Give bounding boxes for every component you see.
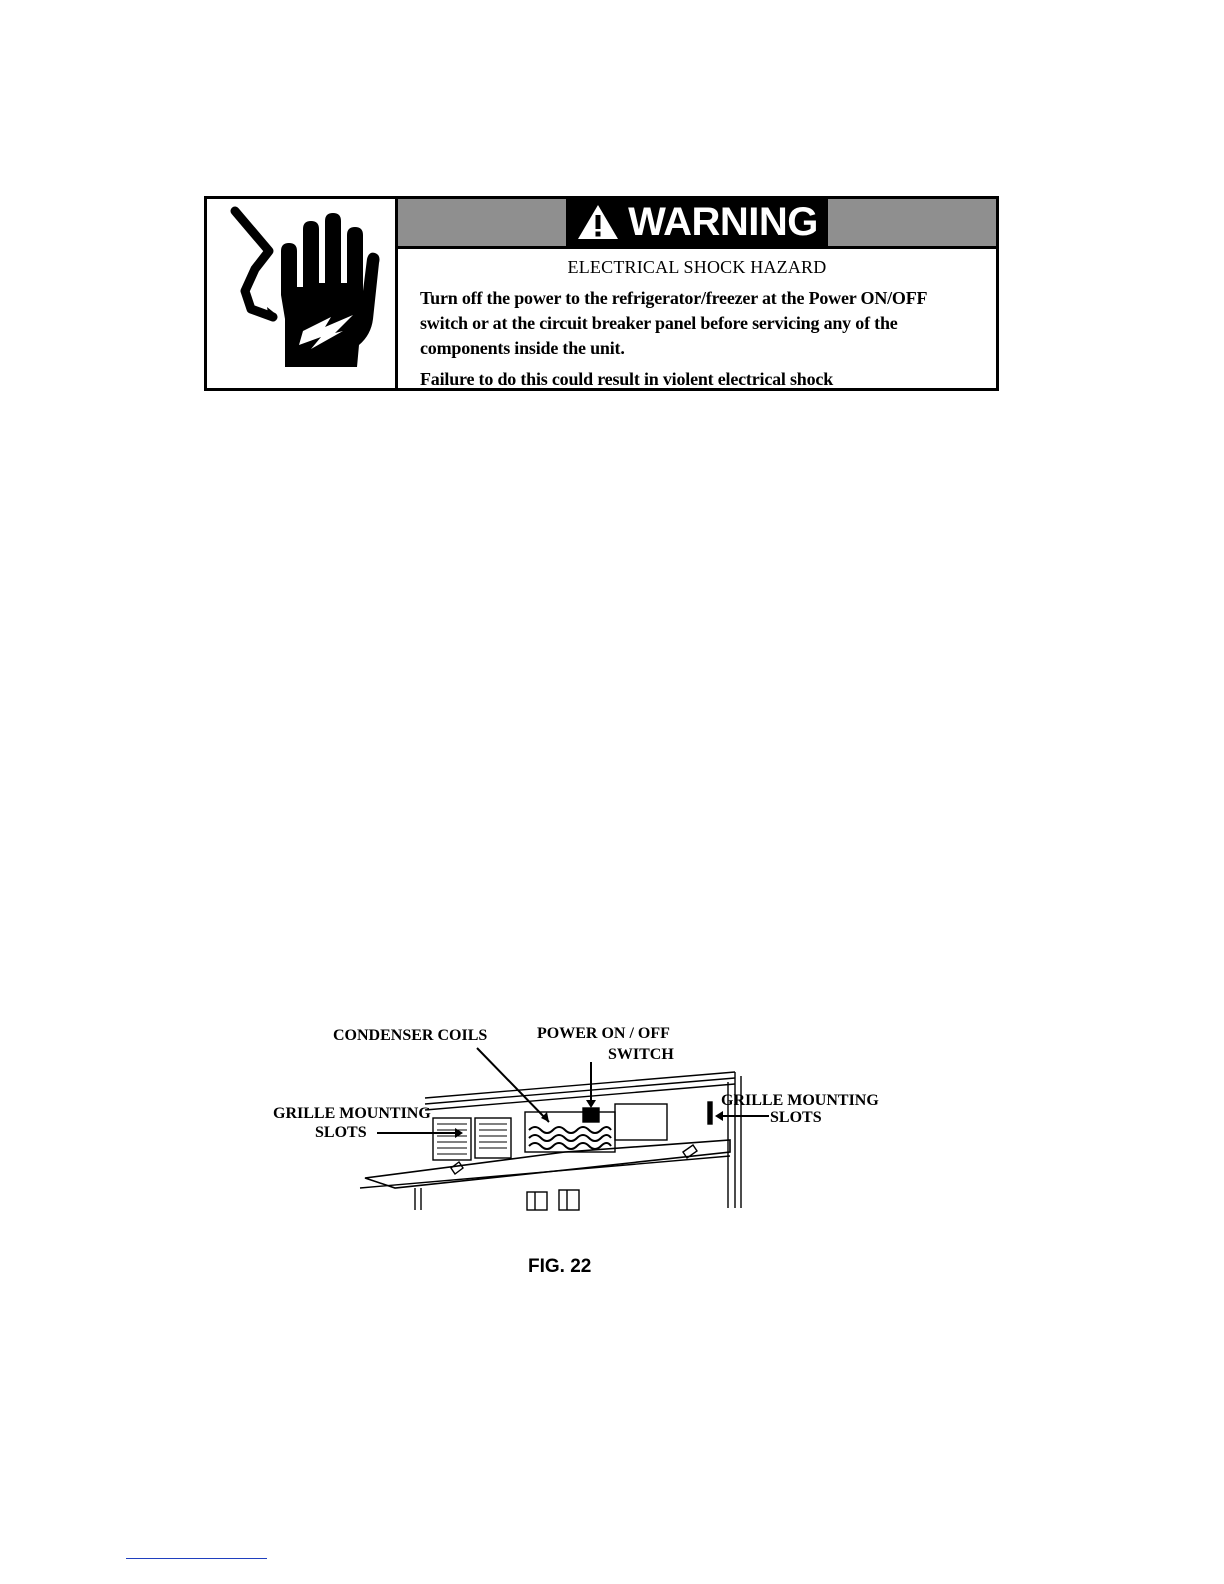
figure-22 xyxy=(265,1020,905,1220)
label-grille-left-line1: GRILLE MOUNTING xyxy=(273,1105,431,1122)
label-condenser-coils: CONDENSER COILS xyxy=(333,1027,488,1044)
label-grille-right-line2: SLOTS xyxy=(770,1109,822,1126)
label-grille-left-line2: SLOTS xyxy=(315,1124,367,1141)
label-power-switch-line1: POWER ON / OFF xyxy=(537,1025,670,1042)
warning-header xyxy=(398,199,996,249)
warning-box xyxy=(204,196,999,391)
warning-triangle-icon xyxy=(576,203,620,241)
label-power-switch-line2: SWITCH xyxy=(608,1046,674,1063)
footer-rule xyxy=(126,1558,267,1559)
label-grille-right-line1: GRILLE MOUNTING xyxy=(721,1092,879,1109)
hazard-title: ELECTRICAL SHOCK HAZARD xyxy=(567,257,827,277)
warning-word: WARNING xyxy=(628,200,818,244)
figure-caption: FIG. 22 xyxy=(528,1256,592,1277)
warning-paragraph: Turn off the power to the refrigerator/freezer at the Power ON/OFF switch or at the circuit breaker panel before servicing any of the components inside the unit. xyxy=(420,288,927,358)
electrical-shock-hand-icon xyxy=(207,199,395,388)
warning-text-panel xyxy=(398,199,996,388)
warning-badge xyxy=(566,198,828,246)
hand-panel xyxy=(207,199,398,388)
warning-paragraph: Failure to do this could result in violent electrical shock xyxy=(420,369,834,389)
warning-body xyxy=(398,249,996,398)
